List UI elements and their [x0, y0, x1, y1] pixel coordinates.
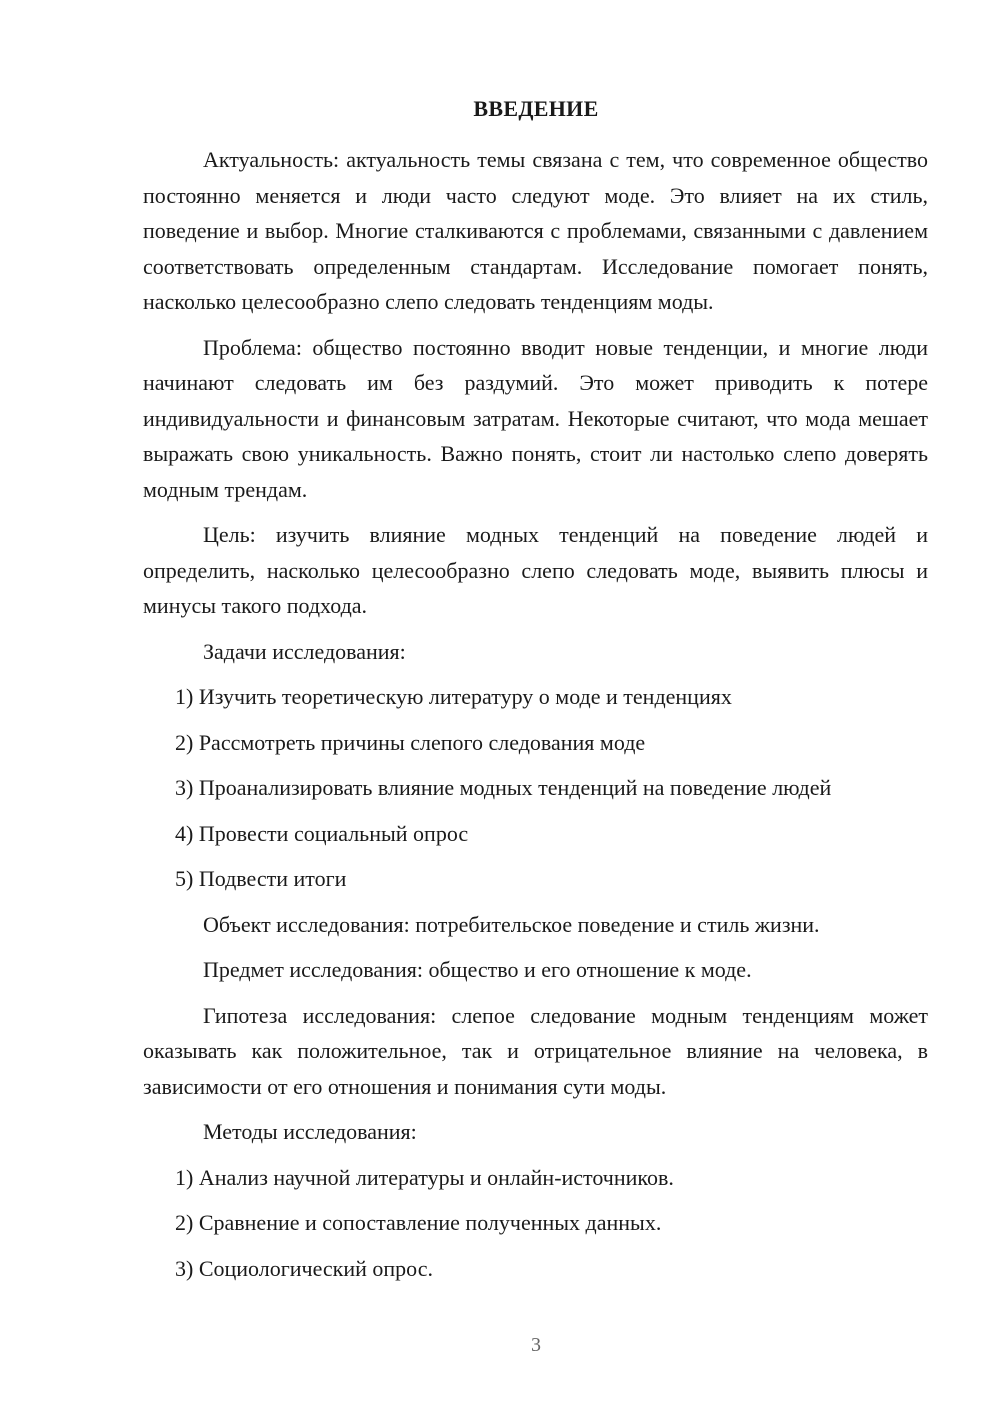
task-item: 1) Изучить теоретическую литературу о моде и тенденциях	[175, 684, 732, 709]
goal-paragraph: Цель: изучить влияние модных тенденций на поведение людей и определить, насколько целесообразно слепо следовать моде, выявить плюсы и минусы такого подхода.	[143, 522, 928, 618]
method-item: 1) Анализ научной литературы и онлайн-источников.	[175, 1164, 674, 1190]
page-number: 3	[531, 1334, 541, 1356]
tasks-heading: Задачи исследования:	[203, 638, 406, 664]
methods-heading: Методы исследования:	[203, 1119, 417, 1144]
document-body	[143, 142, 928, 1296]
section-heading: ВВЕДЕНИЕ	[473, 96, 599, 121]
task-item: 2) Рассмотреть причины слепого следования моде	[175, 729, 646, 755]
problem-paragraph: Проблема: общество постоянно вводит новые тенденции, и многие люди начинают следовать им без раздумий. Это может приводить к потере индивидуальности и финансовым затратам. Некоторые считают, что мода мешает выражать свою уникальность. Важно понять, стоит ли настолько слепо доверять модным трендам.	[143, 334, 928, 502]
task-item: 4) Провести социальный опрос	[175, 820, 469, 846]
method-item: 3) Социологический опрос.	[175, 1255, 433, 1281]
relevance-paragraph: Актуальность: актуальность темы связана с тем, что современное общество постоянно меняется и люди часто следуют моде. Это влияет на их стиль, поведение и выбор. Многие сталкиваются с проблемами, связанными с давлением соответствовать определенным стандартам. Исследование помогает понять, насколько целесообразно слепо следовать тенденциям моды.	[143, 147, 928, 314]
object-paragraph: Объект исследования: потребительское поведение и стиль жизни.	[203, 911, 820, 937]
subject-paragraph: Предмет исследования: общество и его отношение к моде.	[203, 957, 752, 982]
task-item: 3) Проанализировать влияние модных тенденций на поведение людей	[175, 775, 832, 800]
task-item: 5) Подвести итоги	[175, 866, 347, 891]
hypothesis-paragraph: Гипотеза исследования: слепое следование модным тенденциям может оказывать как положительное, так и отрицательное влияние на человека, в зависимости от его отношения и понимания сути моды.	[143, 1002, 928, 1099]
method-item: 2) Сравнение и сопоставление полученных данных.	[175, 1210, 662, 1235]
